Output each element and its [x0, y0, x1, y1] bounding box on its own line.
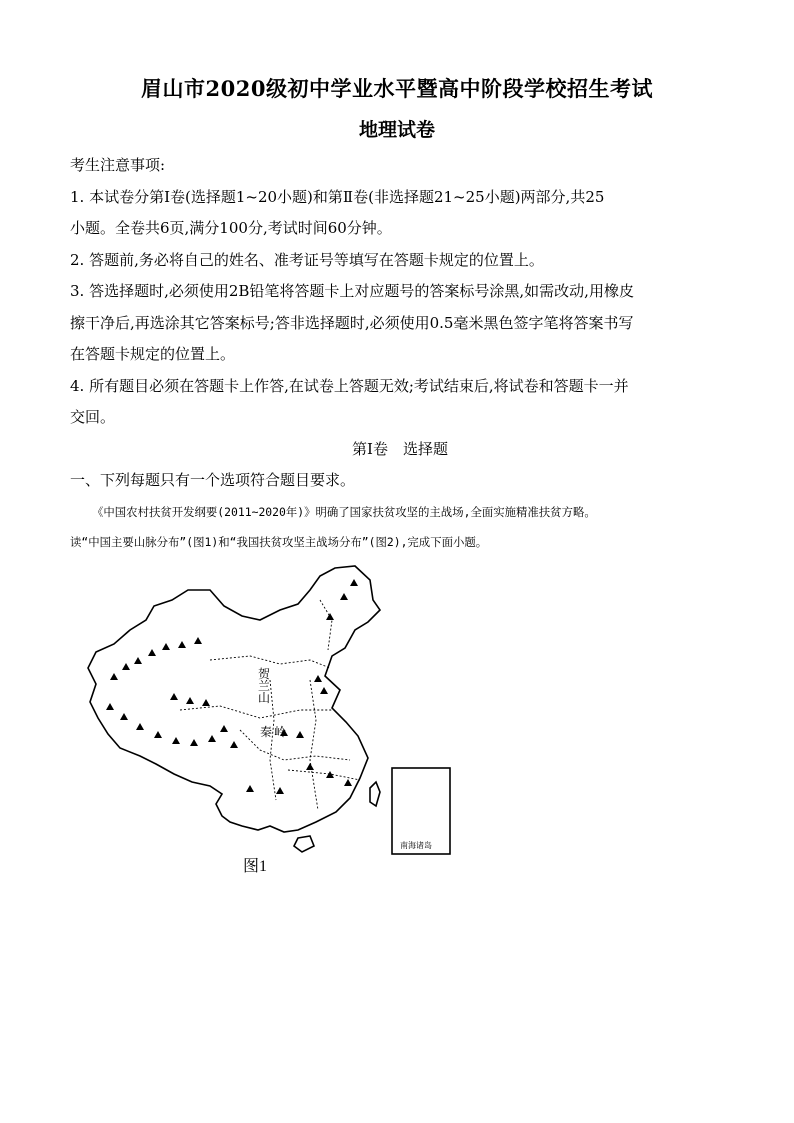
question-intro: [70, 497, 722, 557]
intro-line: 读“中国主要山脉分布”(图1)和“我国扶贫攻坚主战场分布”(图2),完成下面小题。: [70, 534, 488, 549]
notice-line: 小题。全卷共6页,满分100分,考试时间60分钟。: [70, 219, 392, 237]
province-border: [288, 770, 360, 780]
exam-title: 眉山市2020级初中学业水平暨高中阶段学校招生考试: [141, 76, 653, 101]
section-title: 第Ⅰ卷 选择题: [352, 439, 448, 458]
map-label-qin: 秦: [260, 725, 273, 739]
map-label-he: 贺: [258, 667, 271, 681]
china-mountain-map: [70, 560, 470, 880]
map-label-shan: 山: [258, 691, 271, 705]
inset-label: 南海诸岛: [400, 841, 432, 850]
section-instruction: 一、下列每题只有一个选项符合题目要求。: [70, 471, 356, 489]
taiwan-island: [370, 782, 380, 806]
notice-line: 4. 所有题目必须在答题卡上作答,在试卷上答题无效;考试结束后,将试卷和答题卡一并: [70, 376, 629, 395]
notice-line: 2. 答题前,务必将自己的姓名、准考证号等填写在答题卡规定的位置上。: [70, 250, 544, 269]
notice-line: 1. 本试卷分第Ⅰ卷(选择题1~20小题)和第Ⅱ卷(非选择题21~25小题)两部分,共25: [70, 187, 605, 206]
hainan-island: [294, 836, 314, 852]
province-border: [310, 680, 318, 810]
province-border: [270, 680, 276, 800]
notice-line: 在答题卡规定的位置上。: [70, 345, 236, 363]
notice-line: 3. 答选择题时,必须使用2B铅笔将答题卡上对应题号的答案标号涂黑,如需改动,用橡皮: [70, 282, 634, 300]
map-label-lan: 兰: [258, 679, 271, 693]
figure-caption: 图1: [243, 858, 268, 875]
china-outline: [88, 566, 380, 832]
notice-line: 交回。: [70, 408, 116, 426]
exam-body: [70, 150, 722, 557]
exam-subtitle: 地理试卷: [358, 119, 435, 141]
map-label-ling: 岭: [274, 725, 287, 739]
intro-line: 《中国农村扶贫开发纲要(2011~2020年)》明确了国家扶贫攻坚的主战场,全面实施精准扶贫方略。: [92, 504, 596, 519]
province-border: [180, 706, 332, 718]
province-border: [240, 730, 350, 760]
notice-line: 擦干净后,再选涂其它答案标号;答非选择题时,必须使用0.5毫米黑色签字笔将答案书写: [70, 313, 634, 332]
province-border: [320, 600, 332, 650]
notice-heading: 考生注意事项:: [70, 156, 166, 174]
